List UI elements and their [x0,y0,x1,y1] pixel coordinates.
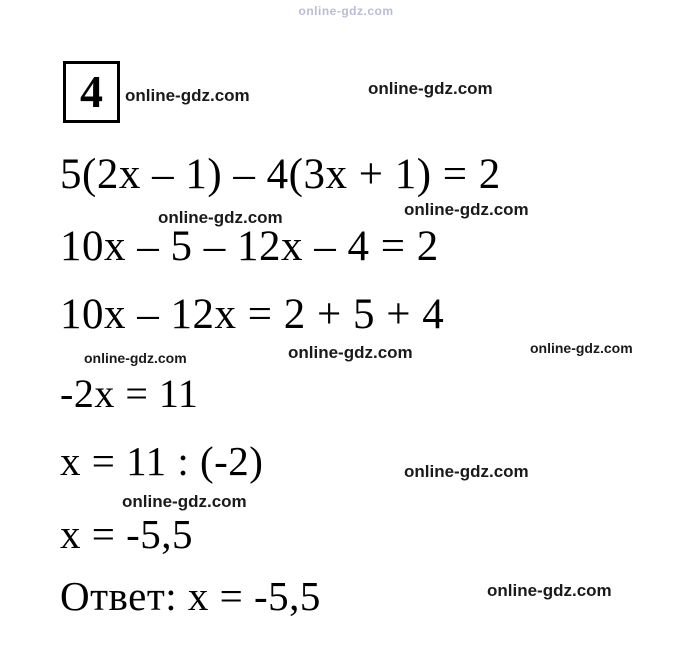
solution-line-3: 10х – 12х = 2 + 5 + 4 [60,291,445,338]
solution-line-1: 5(2х – 1) – 4(3х + 1) = 2 [60,151,501,198]
problem-number-box [63,61,120,123]
watermark-1: online-gdz.com [125,86,250,105]
solution-line-6: х = -5,5 [60,511,194,557]
watermark-6: online-gdz.com [288,343,413,362]
watermark-top: online-gdz.com [298,4,394,18]
watermark-7: online-gdz.com [530,340,633,356]
solution-line-4: -2х = 11 [60,371,199,416]
watermark-8: online-gdz.com [404,462,529,481]
solution-line-2: 10х – 5 – 12х – 4 = 2 [60,223,439,270]
problem-number: 4 [80,66,103,117]
watermark-2: online-gdz.com [368,79,493,98]
watermark-9: online-gdz.com [122,492,247,511]
watermark-4: online-gdz.com [404,200,529,219]
watermark-5: online-gdz.com [84,350,187,366]
solution-line-7: Ответ: х = -5,5 [60,573,321,619]
watermark-3: online-gdz.com [158,208,283,227]
watermark-10: online-gdz.com [487,581,612,600]
solution-line-5: х = 11 : (-2) [60,438,264,484]
